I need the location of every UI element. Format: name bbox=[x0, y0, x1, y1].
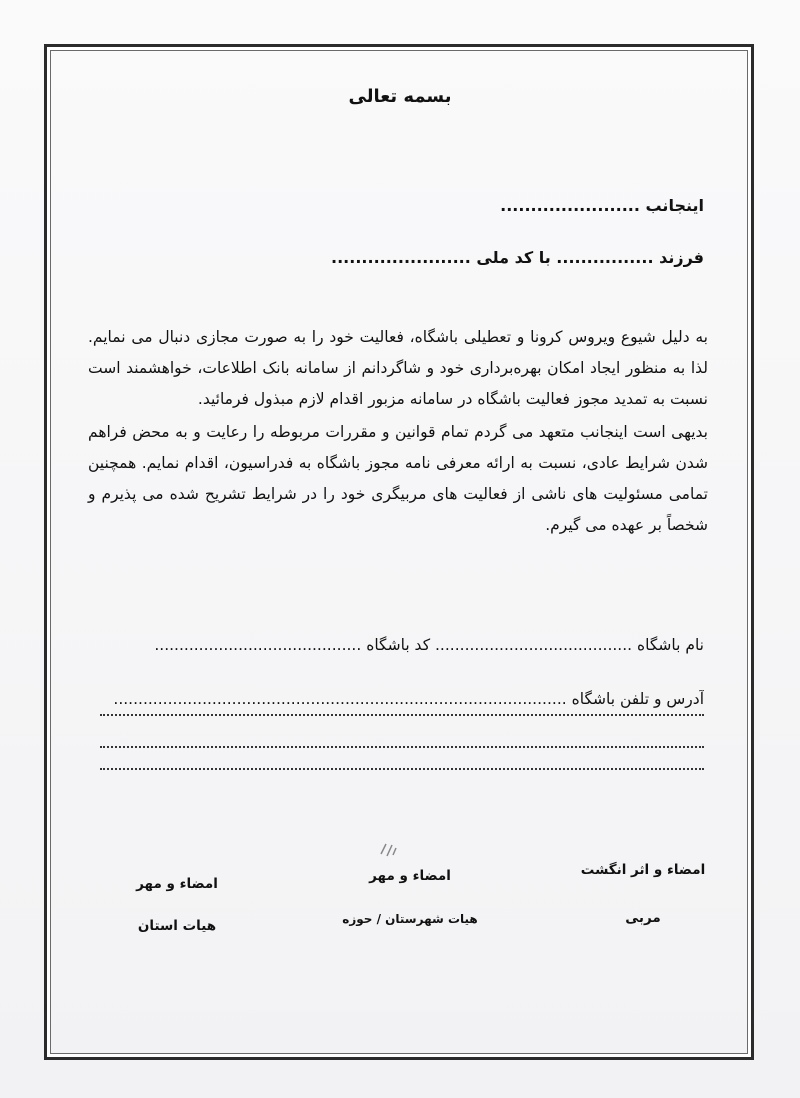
coach-signature-label: امضاء و اثر انگشت bbox=[580, 862, 706, 878]
dotted-line-2 bbox=[100, 746, 704, 748]
letter-body bbox=[88, 322, 708, 541]
dotted-line-1 bbox=[100, 714, 704, 716]
province-board-role-label: هیات استان bbox=[137, 918, 217, 934]
name-line: اینجانب ....................... bbox=[500, 196, 704, 215]
body-paragraph-2: بدیهی است اینجانب متعهد می گردم تمام قوانین و مقررات مربوطه را رعایت و به محض فراهم شدن شرایط عادی، نسبت به ارائه معرفی نامه مجوز باشگاه به فدراسیون، اقدام نمایم. همچنین تمامی مسئولیت های ناشی از فعالیت های مربیگری خود را در شرایط تشریح شده می پذیرم و شخصاً بر عهده می گیرم. bbox=[88, 423, 708, 534]
city-board-role-label: هیات شهرستان / حوزه bbox=[342, 912, 478, 926]
coach-role-label: مربی bbox=[625, 910, 661, 926]
city-board-signature-label: امضاء و مهر bbox=[369, 868, 451, 884]
document-title: بسمه تعالی bbox=[348, 86, 452, 107]
dotted-line-3 bbox=[100, 768, 704, 770]
parent-national-id-line: فرزند ................ با کد ملی ....................... bbox=[331, 248, 704, 267]
body-paragraph-1: به دلیل شیوع ویروس کرونا و تعطیلی باشگاه، فعالیت خود را به صورت مجازی دنبال می نمایم. لذا به منظور ایجاد امکان بهره‌برداری خود و شاگردانم از سامانه بانک اطلاعات، خواهشمند است نسبت به تمدید مجوز فعالیت باشگاه در سامانه مزبور اقدام لازم مبذول فرمائید. bbox=[88, 328, 708, 408]
address-phone-field: آدرس و تلفن باشگاه ............................................................................................ bbox=[113, 690, 704, 708]
club-name-code-field: نام باشگاه ........................................ کد باشگاه .......................................... bbox=[154, 636, 704, 654]
ink-smudge-icon bbox=[378, 840, 400, 860]
province-board-signature-label: امضاء و مهر bbox=[136, 876, 218, 892]
